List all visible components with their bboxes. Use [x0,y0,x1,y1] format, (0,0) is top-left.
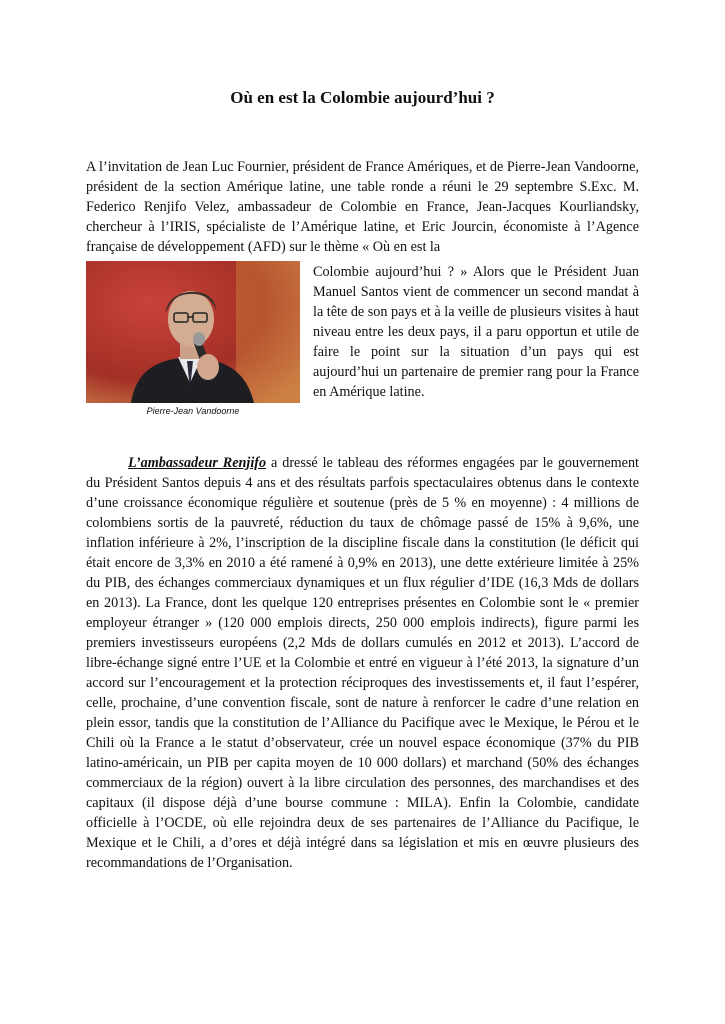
intro-paragraph-continued: Colombie aujourd’hui ? » Alors que le Président Juan Manuel Santos vient de commencer un second mandat à la tête de son pays et à la veille de plusieurs visites à haut niveau entre les deux pays, il a paru opportun et utile de faire le point sur la situation d’un pays qui est aujourd’hui un partenaire de premier rang pour la France en Amérique latine. [313,264,639,400]
ambassador-body: a dressé le tableau des réformes engagées par le gouvernement du Président Santos depuis 4 ans et des résultats parfois spectaculaires obtenus dans le contexte d’une croissance économique régulière et soutenue (près de 5 % en moyenne) : 4 millions de colombiens sortis de la pauvreté, réduction du taux de chômage passé de 15% à 9,6%, une inflation inférieure à 2%, l’inscription de la discipline fiscale dans la constitution (le déficit qui était encore de 3,3% en 2010 a été ramené à 0,9% en 2013), une dette extérieure limitée à 25% du PIB, des échanges commerciaux dynamiques et un flux régulier d’IDE (16,3 Mds de dollars en 2013). La France, dont les quelque 120 entreprises présentes en Colombie sont le « premier employeur étranger » (120 000 emplois directs, 250 000 emplois indirects), figure parmi les premiers investisseurs européens (2,2 Mds de dollars cumulés en 2012 et 2013). L’accord de libre-échange signé entre l’UE et la Colombie et entré en vigueur à l’été 2013, la signature d’un accord sur l’encouragement et la protection réciproques des investissements et, il faut l’espérer, celle, prochaine, d’une convention fiscale, sont de nature à renforcer le cadre d’une relation en plein essor, tandis que la constitution de l’Alliance du Pacifique avec le Mexique, le Pérou et le Chili où la France a le statut d’observateur, crée un nouvel espace économique (37% du PIB latino-américain, un PIB per capita moyen de 10 000 dollars) et marchand (50% des échanges commerciaux de la région) ouvert à la libre circulation des personnes, des marchandises et des capitaux (il dispose déjà d’une bourse commune : MILA). Enfin la Colombie, candidate officielle à l’OCDE, où elle rejoindra deux de ses partenaires de l’Alliance du Pacifique, le Mexique et le Chili, a d’ores et déjà intégré dans sa législation et mis en œuvre plusieurs des recommandations de l’Organisation. [86,455,639,871]
intro-paragraph: A l’invitation de Jean Luc Fournier, président de France Amériques, et de Pierre-Jean Vandoorne, président de la section Amérique latine, une table ronde a réuni le 29 septembre S.Exc. M. Federico Renjifo Velez, ambassadeur de Colombie en France, Jean-Jacques Kourliandsky, chercheur à l’IRIS, spécialiste de l’Amérique latine, et Eric Jourcin, économiste à l’Agence française de développement (AFD) sur le thème « Où en est la [86,159,639,255]
ambassador-lead: L’ambassadeur Renjifo [128,455,267,471]
photo-caption: Pierre-Jean Vandoorne [146,406,240,416]
ambassador-paragraph [86,453,639,873]
speaker-photo [86,261,300,403]
document-title: Où en est la Colombie aujourd’hui ? [230,88,495,107]
speaker-portrait-image [86,261,300,403]
